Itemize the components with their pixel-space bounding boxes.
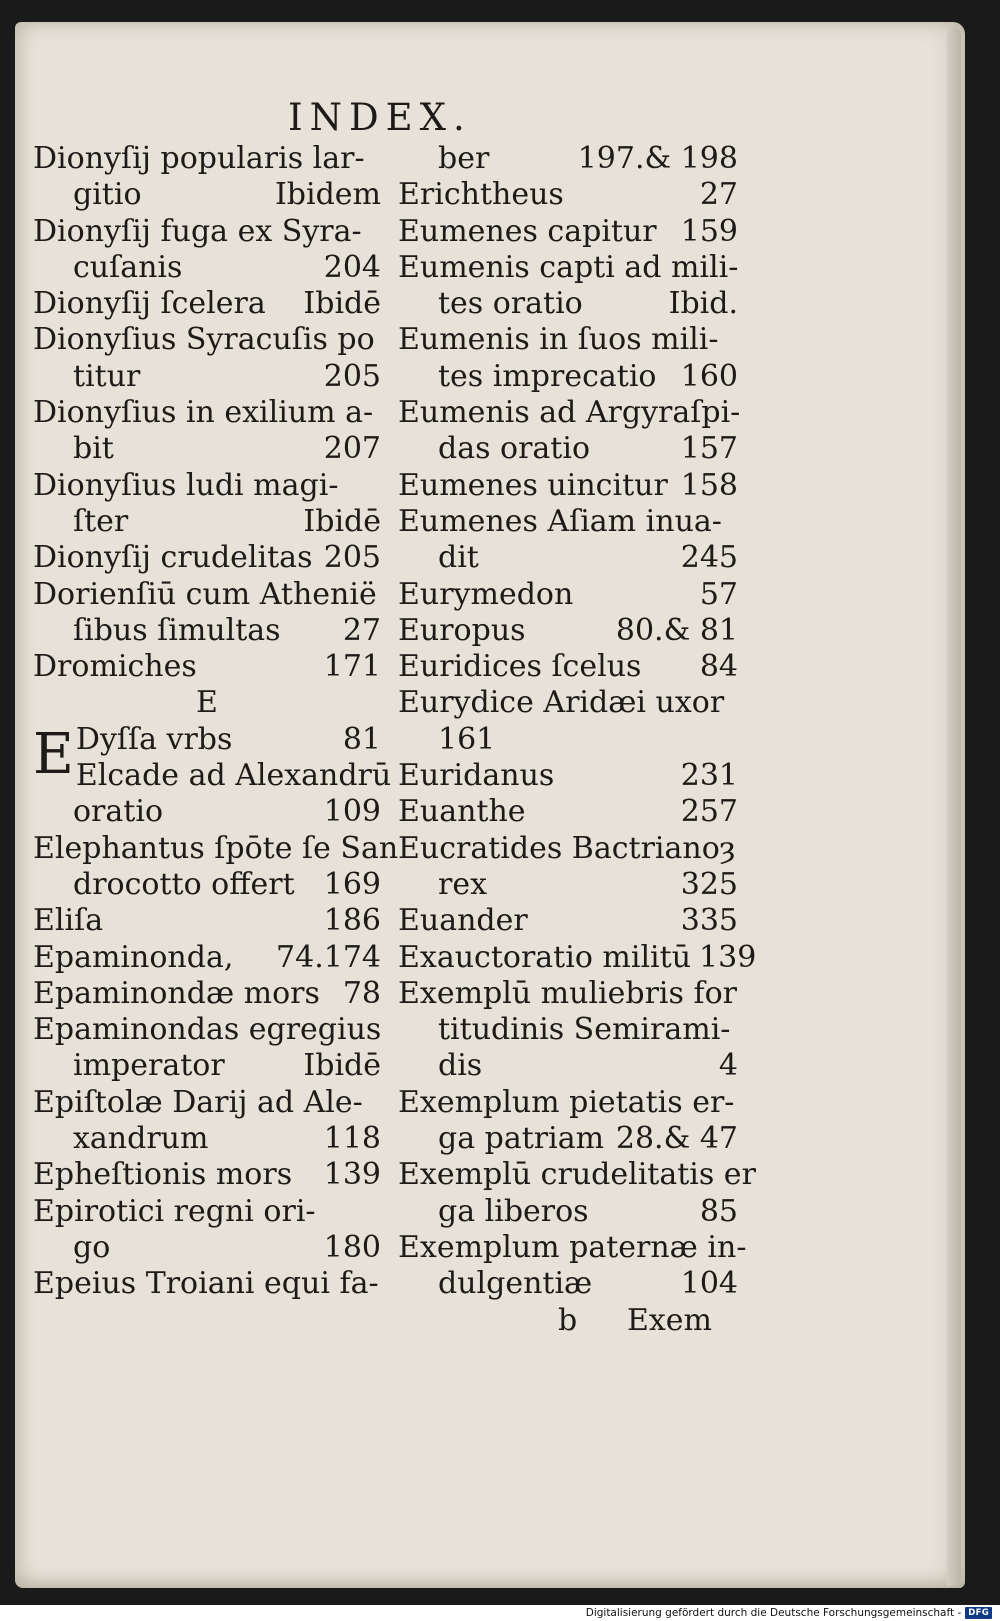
entry-page: 197.& 198 [577,141,738,176]
entry-term: Eumenis capti ad mili- [398,249,739,285]
index-entry [33,940,381,976]
entry-term: titur [73,358,141,394]
entry-term: das oratio [438,431,591,467]
entry-page: 78 [342,975,381,1011]
index-entry-continuation [33,177,381,213]
entry-page: 158 [680,467,738,503]
index-entry-continuation [33,504,381,540]
entry-page: 74.174 [276,939,381,975]
index-entry [398,1085,738,1121]
entry-term: Dromiches [33,649,197,685]
index-entry-continuation [33,1048,381,1084]
entry-term: Exemplum pietatis er- [398,1084,735,1120]
right-column [398,141,757,1339]
entry-term: imperator [73,1048,225,1084]
entry-term: tes imprecatio [438,358,657,394]
entry-page: Ibidē [303,503,381,539]
entry-term: Epeius Troiani equi fa- [33,1266,379,1302]
entry-term: Erichtheus [398,177,564,213]
entry-term: Euridanus [398,758,555,794]
entry-page: 139 [699,939,757,975]
entry-page: Ibidem [274,177,381,213]
index-entry [33,577,381,613]
entry-page: 159 [680,213,738,249]
entry-term: Europus [398,612,526,648]
index-entry [398,577,738,613]
entry-term: drocotto offert [73,866,295,902]
entry-term: dis [438,1048,483,1084]
index-entry-continuation [398,1048,738,1084]
entry-term: Eurymedon [398,576,574,612]
footer-text: Digitalisierung gefördert durch die Deutsche Forschungsgemeinschaft - [585,1607,962,1619]
index-entry [76,722,381,758]
index-entry [33,1194,381,1230]
index-entry [33,286,381,322]
index-entry [33,1157,381,1193]
index-entry-continuation [398,540,738,576]
entry-term: Dionyſij popularis lar- [33,141,365,176]
index-entry [398,322,738,358]
index-entry [398,685,738,721]
index-entry-continuation [398,722,738,758]
entry-term: bit [73,431,114,467]
entry-term: Epaminondas egregius [33,1012,382,1048]
left-column [33,141,399,1303]
entry-term: Exemplum paternæ in- [398,1229,747,1265]
entry-term: Euridices ſcelus [398,649,642,685]
entry-term: oratio [73,794,163,830]
index-entry-continuation [33,794,381,830]
entry-page: 257 [680,794,738,830]
entry-term: Eurydice Aridæi uxor [398,685,725,721]
drop-capital: E [33,721,74,787]
entry-page: Ibidē [303,286,381,322]
index-entry [33,976,381,1012]
entry-page: 205 [323,358,381,394]
signature-line [398,1303,738,1339]
entry-page: 325 [680,866,738,902]
entry-page: 186 [323,903,381,939]
entry-term: 161 [438,721,496,757]
entry-term: ga patriam [438,1121,605,1157]
entry-page: 118 [323,1121,381,1157]
index-entry-continuation [33,250,381,286]
index-entry [398,1157,756,1193]
index-entry [33,395,381,431]
index-entry-continuation [398,1266,738,1302]
entry-term: tes oratio [438,286,583,322]
entry-term: Eumenis in ſuos mili- [398,322,719,358]
entry-term: Elcade ad Alexandrū [75,758,392,794]
catchword: Exem [626,1302,712,1338]
entry-page: Ibidē [303,1048,381,1084]
entry-term: Eucratides Bactrianoȝ [398,830,736,866]
entry-page: 27 [699,177,738,213]
entry-page: 169 [323,866,381,902]
entry-term: Eumenes capitur [398,213,657,249]
entry-page: 157 [680,431,738,467]
index-entry [33,322,381,358]
entry-term: Eliſa [33,903,104,939]
index-entry-continuation [398,141,738,177]
index-entry-continuation [33,613,381,649]
entry-term: rex [438,866,488,902]
entry-term: ſibus ſimultas [73,612,281,648]
index-entry [398,939,757,976]
index-entry [398,794,738,830]
entry-page: 84 [699,649,738,685]
entry-page: 335 [680,903,738,939]
index-entry [398,1229,747,1266]
entry-term: Dyſſa vrbs [75,721,233,757]
entry-term: ſter [73,503,129,539]
index-entry [33,468,381,504]
e-section-opening [33,721,392,795]
entry-page: 85 [699,1193,738,1229]
index-entry-continuation [33,1121,381,1157]
page-edge [947,26,961,1586]
entry-term: Dorienſiū cum Athenië [33,576,377,612]
index-entry [398,976,738,1012]
entry-term: ber [438,141,490,176]
entry-term: Euander [398,903,528,939]
entry-page: 204 [323,249,381,285]
index-entry-continuation [398,1194,738,1230]
index-entry-continuation [398,867,738,903]
entry-term: Dionyſij fuga ex Syra- [33,213,362,249]
index-entry [398,468,738,504]
entry-term: Exemplū muliebris for [398,975,737,1011]
entry-term: Eumenes Aſiam inua- [398,503,722,539]
entry-term: Eumenes uincitur [398,467,668,503]
index-entry [398,649,738,685]
index-entry [398,214,738,250]
entry-term: Euanthe [398,794,526,830]
index-entry-continuation [398,1121,738,1157]
entry-page: 139 [323,1157,381,1193]
index-entry [33,214,381,250]
index-entry-continuation [398,286,738,322]
entry-term: Dionyſius in exilium a- [33,395,374,431]
entry-term: gitio [73,177,142,213]
index-entry [398,395,741,431]
entry-page: 245 [680,540,738,576]
index-entry-continuation [33,867,381,903]
index-entry [398,504,738,540]
entry-term: Exemplū crudelitatis er [398,1157,756,1193]
entry-term: ga liberos [438,1193,589,1229]
index-entry [398,903,738,939]
entry-term: titudinis Semirami- [438,1012,731,1048]
index-entry [398,831,738,867]
footer-credit [586,1606,992,1620]
entry-term: Eumenis ad Argyraſpi- [398,395,741,431]
index-entry [33,141,381,177]
index-entry [33,1012,381,1048]
entry-page: 28.& 47 [615,1121,738,1157]
index-entry [398,177,738,213]
entry-term: go [73,1229,111,1265]
section-letter: E [196,685,218,721]
entry-page: 4 [718,1048,738,1084]
signature-mark: b [558,1302,578,1338]
index-entry [33,649,381,685]
entry-page: 171 [323,649,381,685]
entry-term: Elephantus ſpōte ſe San [33,830,399,866]
index-entry-continuation [33,431,381,467]
entry-term: dit [438,540,479,576]
entry-term: Dionyſius Syracuſis po [33,322,375,358]
entry-page: 81 [342,721,381,757]
index-entry-continuation [398,431,738,467]
entry-page: 27 [342,612,381,648]
index-entry-continuation [398,1012,738,1048]
entry-page: Ibid. [668,286,738,322]
entry-page: 160 [680,358,738,394]
index-entry [33,903,381,939]
entry-term: Dionyſij ſcelera [33,286,266,322]
index-entry [398,613,738,649]
entry-page: 57 [699,576,738,612]
entry-term: Epheſtionis mors [33,1157,293,1193]
entry-page: 180 [323,1229,381,1265]
entry-term: Dionyſij crudelitas [33,540,313,576]
dfg-logo: DFG [965,1607,992,1619]
entry-term: Exauctoratio militū [398,939,692,975]
index-entry [33,1085,381,1121]
entry-term: Epiſtolæ Darij ad Ale- [33,1084,363,1120]
index-entry [33,1266,381,1302]
entry-page: 80.& 81 [615,612,738,648]
index-entry-continuation [33,359,381,395]
entry-term: Epaminondæ mors [33,975,320,1011]
index-entry-continuation [33,1230,381,1266]
index-entry [75,758,392,794]
index-entry [33,830,399,867]
index-entry [33,540,381,576]
index-entry-continuation [398,359,738,395]
entry-page: 207 [323,431,381,467]
entry-page: 109 [323,794,381,830]
entry-page: 231 [680,758,738,794]
running-head: INDEX. [288,96,472,139]
entry-term: Dionyſius ludi magi- [33,467,339,503]
entry-page: 104 [680,1266,738,1302]
entry-term: Epaminonda, [33,939,234,975]
index-entry [398,250,738,286]
entry-page: 205 [323,540,381,576]
entry-term: Epirotici regni ori- [33,1193,316,1229]
index-entry [398,758,738,794]
entry-term: dulgentiæ [438,1266,593,1302]
entry-term: cuſanis [73,249,183,285]
entry-term: xandrum [73,1121,209,1157]
